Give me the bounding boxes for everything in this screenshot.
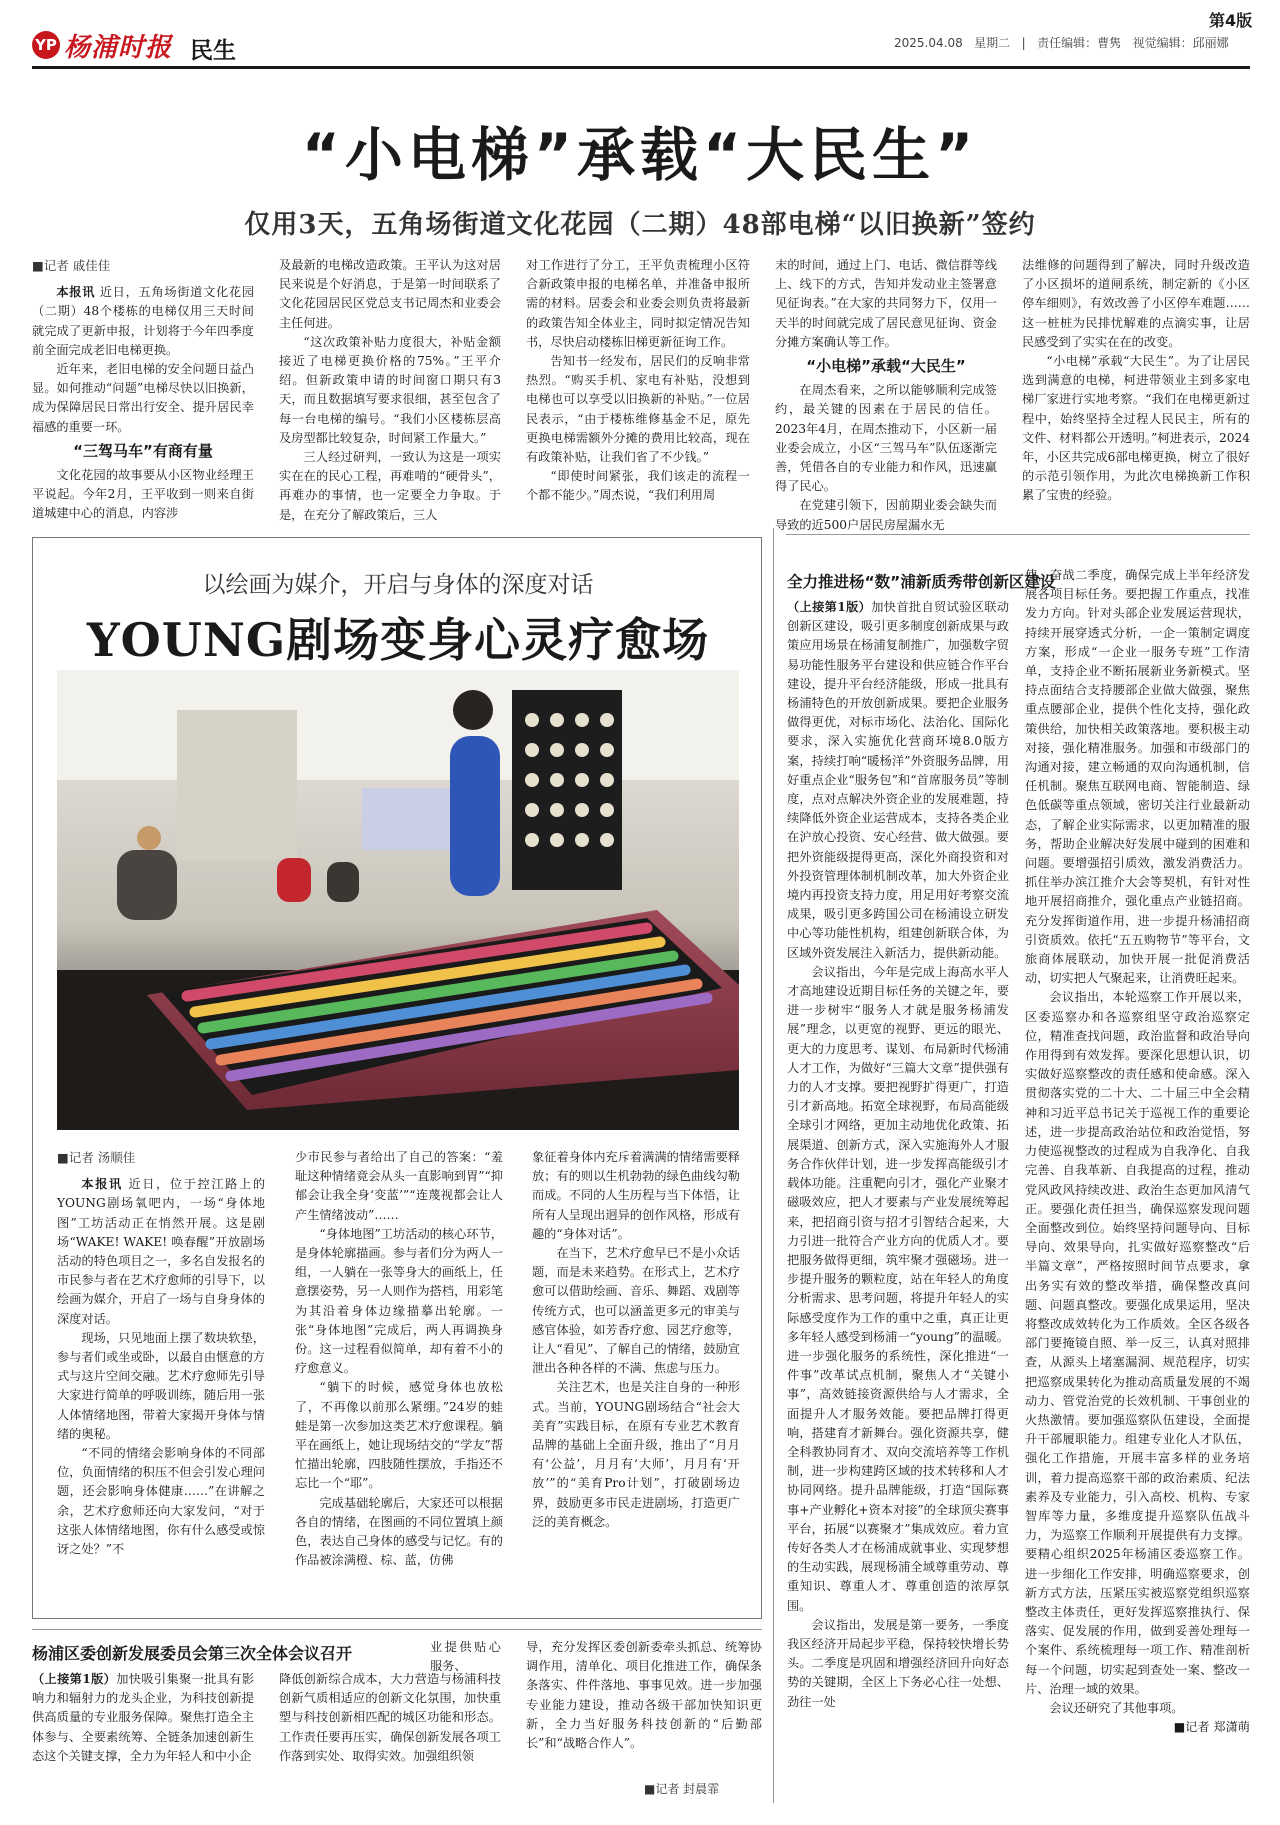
masthead: [0, 0, 1280, 66]
feature-column-3: [532, 1148, 740, 1608]
paragraph: 会议还研究了其他事项。: [1049, 1700, 1184, 1715]
responsible-editor: 责任编辑：曹隽: [1037, 36, 1122, 50]
jump-line: （上接第1版）: [787, 600, 872, 614]
paragraph: 对工作进行了分工，王平负责梳理小区符合新政策申报的电梯名单，并准备申报所需的材料。居委会和业委会则负责将最新的政策告知全体业主，同时拟定情况告知书，尽快启动楼栋旧梯更新征询工作。: [526, 258, 750, 349]
bottom-article-column-2: [279, 1670, 501, 1820]
lead-article-subheading-2: “小电梯”承载“大民生”: [806, 357, 966, 376]
oil-pastel-set-photo-icon: [57, 670, 739, 1130]
dateline: 本报讯: [56, 285, 96, 300]
section-divider: [786, 534, 1250, 535]
lead-article-column-2: [279, 256, 501, 520]
bottom-article-column-1: [32, 1670, 254, 1820]
feature-photo: [57, 670, 739, 1130]
paragraph: （上接第1版）加快首批自贸试验区联动创新区建设，吸引更多制度创新成果与政策应用场景在杨浦复制推广，加强数字贸易功能性服务平台建设和供应链合作平台建设，提升平台经济能级，形成一批具有杨浦特色的开放创新成果。要把企业服务做得更优，对标市场化、法治化、国际化要求，深入实施优化营商环境8.0版方案，持续打响“暖杨洋”外资服务品牌，用好重点企业“服务包”和“首席服务员”等制度，点对点解决外资企业的发展难题，持续降低外资企业运营成本，支持各类企业在沪放心投资、安心经营、做大做强。要把外资能级提得更高，深化外商投资和对外投资管理体制机制改革，加大外资企业境内再投资支持力度，用足用好考察交流成果，吸引更多跨国公司在杨浦设立研发中心等功能性机构，组建创新联合体，为区域外资发展注入新活力，提供新动能。: [787, 600, 1010, 960]
lead-article-byline: ■记者 戚佳佳: [32, 258, 111, 273]
paragraph: “小电梯”承载“大民生”。为了让居民选到满意的电梯，柯进带领业主到多家电梯厂家进行实地考察。“我们在电梯更新过程中，始终坚持全过程人民民主，所有的文件、材料都公开透明。”柯进表示，2024年，小区共完成6部电梯更换，树立了很好的示范引领作用，为此次电梯换新工作积累了宝贵的经验。: [1022, 354, 1250, 503]
paragraph: 业提供贴心服务、: [430, 1640, 501, 1674]
paragraph: 及最新的电梯改造政策。王平认为这对居民来说是个好消息，于是第一时间联系了文化花园居民区党总支书记周杰和业委会主任何进。: [279, 258, 501, 330]
paragraph: “不同的情绪会影响身体的不同部位，负面情绪的积压不但会引发心理问题，还会影响身体健康……”在讲解之余，艺术疗愈师还向大家发问，“对于这张人体情绪地图，你有什么感受或惊讶之处？”不: [57, 1446, 265, 1557]
lead-article-subheading-1: “三驾马车”有商有量: [73, 441, 213, 460]
dateline: 本报讯: [81, 1177, 123, 1192]
main-subheadline: 仅用3天，五角场街道文化花园（二期）48部电梯“以旧换新”签约: [244, 210, 1036, 240]
visual-editor: 视觉编辑：邱丽娜: [1132, 36, 1229, 50]
meta-separator: |: [1021, 36, 1026, 50]
paragraph: 告知书一经发布，居民们的反响非常热烈。“购买手机、家电有补贴，没想到电梯也可以享受以旧换新的补贴。”一位居民表示，“由于楼栋维修基金不足，原先更换电梯需额外分摊的费用比较高，现在有政策补贴，让我们省了不少钱。”: [526, 354, 750, 465]
right-article-column-1: [787, 598, 1009, 1803]
paragraph: 关注艺术，也是关注自身的一种形式。当前，YOUNG剧场结合“社会大美育”实践目标，在原有专业艺术教育品牌的基础上全面升级，推出了“月月有‘公益’，月月有‘大师’，月月有‘开放’”的“美育Pro计划”，打破剧场边界，鼓励更多市民走进剧场，打造更广泛的美育概念。: [532, 1380, 740, 1529]
paragraph: 本报讯 近日，五角场街道文化花园（二期）48个楼栋的电梯仅用三天时间就完成了更新申报，计划将于今年四季度前全面完成老旧电梯更换。: [32, 285, 255, 357]
issue-weekday: 星期二: [974, 36, 1011, 50]
issue-date: 2025.04.08: [894, 36, 963, 50]
feature-column-2: [295, 1148, 503, 1608]
bottom-article-byline: ■记者 封晨霏: [644, 1782, 720, 1796]
paragraph: 本报讯 近日，位于控江路上的YOUNG剧场氧吧内，一场“身体地图”工坊活动正在悄然开展。这是剧场“WAKE! WAKE! 唤春醒”开放剧场活动的特色项目之一，多名自发报名的市民参与者在艺术疗愈师的引导下，以绘画为媒介，开启了一场与自身身体的深度对话。: [57, 1177, 266, 1326]
feature-kicker: 以绘画为媒介，开启与身体的深度对话: [202, 572, 594, 598]
paragraph: 现场，只见地面上摆了数块软垫，参与者们或坐或卧，以最自由惬意的方式与这片空间交融。艺术疗愈师先引导大家进行简单的呼吸训练，随后用一张人体情绪地图，带着大家揭开身体与情绪的奥秘。: [57, 1330, 265, 1441]
paragraph: 在当下，艺术疗愈早已不是小众话题，而是未来趋势。在形式上，艺术疗愈可以借助绘画、音乐、舞蹈、戏剧等传统方式，也可以涵盖更多元的审美与感官体验，如芳香疗愈、园艺疗愈等，让人“看见”、了解自己的情绪，鼓励宣泄出各种各样的不满、焦虑与压力。: [532, 1246, 740, 1376]
paragraph: 会议指出，发展是第一要务，一季度我区经济开局起步平稳，保持较快增长势头。二季度是巩固和增强经济回升向好态势的关键期，全区上下务必心往一处想、劲往一处: [787, 1617, 1009, 1709]
logo-text: 杨浦时报: [64, 32, 173, 63]
right-article-column-2: [1025, 566, 1250, 1803]
paragraph: “躺下的时候，感觉身体也放松了，不再像以前那么紧绷。”24岁的蛙蛙是第一次参加这类艺术疗愈课程。躺平在画纸上，她让现场结交的“学友”帮忙描出轮廓，四肢随性摆放，手指还不忘比一个“耶”。: [295, 1380, 503, 1491]
feature-byline: ■记者 汤顺佳: [57, 1150, 136, 1165]
lead-article-column-5: [1022, 256, 1250, 520]
paragraph: 末的时间，通过上门、电话、微信群等线上、线下的方式，告知并发动业主签署意见征询表。”在大家的共同努力下，仅用一天半的时间就完成了居民意见征询、资金分摊方案确认等工作。: [775, 258, 997, 349]
column-divider: [773, 528, 774, 1803]
paragraph: 降低创新综合成本，大力营造与杨浦科技创新气质相适应的创新文化氛围，加快重塑与科技创新相匹配的城区功能和形态。工作责任要再压实，确保创新发展各项工作落到实处、取得实效。加强组织领: [279, 1672, 501, 1763]
paragraph: 在周杰看来，之所以能够顺利完成签约，最关键的因素在于居民的信任。2023年4月，在周杰推动下，小区新一届业委会成立，小区“三驾马车”队伍逐渐完善，凭借各自的专业能力和作风，迅速赢得了民心。: [775, 383, 997, 494]
section-divider: [32, 1629, 762, 1630]
paragraph: “这次政策补贴力度很大，补贴金额接近了电梯更换价格的75%。”王平介绍。但新政策申请的时间窗口期只有3天，而且数据填写要求很细，甚至包含了每一台电梯的编号。“我们小区楼栋层高及房型都比较复杂，时间紧工作量大。”: [279, 334, 501, 445]
feature-column-1: [57, 1148, 265, 1608]
paragraph: 三人经过研判，一致认为这是一项实实在在的民心工程，再难啃的“硬骨头”，再难办的事情，也一定要全力争取。于是，在充分了解政策后，三人: [279, 450, 501, 522]
paragraph: 会议指出，今年是完成上海高水平人才高地建设近期目标任务的关键之年，要进一步树牢“服务人才就是服务杨浦发展”理念，以更宽的视野、更远的眼光、更大的力度思考、谋划、布局新时代杨浦人才工作，为做好“三篇大文章”提供强有力的人才支撑。要把视野扩得更广，打造引才新高地。拓宽全球视野，布局高能级全球引才网络，更加主动地优化政策、拓展渠道、创新方式，深入实施海外人才服务合作伙伴计划，进一步发挥高能级引才载体功能。注重靶向引才，强化产业聚才磁吸效应，把人才要素与产业发展统筹起来，把招商引资与招才引智结合起来，大力引进一批符合产业方向的优质人才。要把服务做得更细，筑牢聚才强磁场。进一步提升服务的颗粒度，站在年轻人的角度分析需求、思考问题，将提升年轻人的实际感受度作为工作的重中之重，真正让更多年轻人感受到杨浦一“young”的温暖。进一步强化服务的系统性，深化推进“一件事”改革试点机制，聚焦人才“关键小事”，高效链接资源供给与人才需求，全面提升人才服务效能。要把品牌打得更响，搭建育才新舞台。强化资源共享，健全科教协同育才、双向交流培养等工作机制，进一步构建跨区域的技术转移和人才协同网络。提升品牌能级，打造“国际赛事+产业孵化+资本对接”的全球顶尖赛事平台，拓展“以赛聚才”集成效应。着力宣传好各类人才在杨浦成就事业、实现梦想的生动实践，展现杨浦全域尊重劳动、尊重知识、尊重人才、尊重创造的浓厚氛围。: [787, 964, 1009, 1613]
bottom-article-title: 杨浦区委创新发展委员会第三次全体会议召开: [32, 1644, 353, 1663]
feature-article-box: [32, 537, 762, 1619]
paragraph: “即使时间紧张，我们该走的流程一个都不能少。”周杰说，“我们利用周: [526, 469, 750, 503]
masthead-rule: [32, 66, 1250, 69]
paragraph: 完成基础轮廓后，大家还可以根据各自的情绪，在图画的不同位置填上颜色，表达自己身体的感受与记忆。有的作品被涂满橙、棕、蓝，仿佛: [295, 1495, 503, 1568]
paragraph: 法维修的问题得到了解决，同时升级改造了小区损坏的道闸系统，制定新的《小区停车细则》，有效改善了小区停车难题……这一桩桩为民排忧解难的点滴实事，让居民感受到了实实在在的改变。: [1022, 258, 1250, 349]
main-headline: “小电梯”承载“大民生”: [301, 121, 979, 189]
page-number: 第4版: [1209, 11, 1253, 30]
paragraph: 近年来，老旧电梯的安全问题日益凸显。如何推动“问题”电梯尽快以旧换新，成为保障居民日常出行安全、提升居民幸福感的重要一环。: [32, 362, 254, 434]
paragraph: 在党建引领下，因前期业委会缺失而导致的近500户居民房屋漏水无: [775, 498, 997, 532]
lead-article-column-3: [526, 256, 750, 520]
paragraph: 少市民参与者给出了自己的答案：“羞耻这种情绪竟会从头一直影响到胃”“抑郁会让我全身‘变蓝’”“连蔑视都会让人产生情绪波动”……: [295, 1150, 503, 1222]
right-article-byline: ■记者 郑潇萌: [1173, 1720, 1250, 1735]
paragraph: 文化花园的故事要从小区物业经理王平说起。今年2月，王平收到一则来自街道城建中心的消息，内容涉: [32, 468, 254, 521]
paragraph: 象征着身体内充斥着满满的情绪需要释放；有的则以生机勃勃的绿色曲线勾勒而成。不同的人生历程与当下体悟，让所有人呈现出迥异的创作风格，形成有趣的“身体对话”。: [532, 1150, 740, 1241]
paragraph: “身体地图”工坊活动的核心环节，是身体轮廓描画。参与者们分为两人一组，一人躺在一张等身大的画纸上，任意摆姿势，另一人则作为搭档，用彩笔为其沿着身体边缘描摹出轮廓。一张“身体地图”完成后，两人再调换身份。这一过程看似简单，却有着不小的疗愈意义。: [295, 1226, 503, 1376]
logo-emblem-icon: YP: [32, 31, 60, 59]
lead-article-column-4: [775, 256, 997, 532]
paragraph: 导，充分发挥区委创新委牵头抓总、统筹协调作用，清单化、项目化推进工作，确保条条落实、件件落地、事事见效。进一步加强专业能力建设，推动各级干部加快知识更新，全力当好服务科技创新的“后勤部长”和“战略合作人”。: [526, 1640, 762, 1751]
right-article-title: 全力推进杨“数”浦新质秀带创新区建设: [787, 573, 1056, 591]
lead-article-column-1: [32, 256, 254, 520]
jump-line: （上接第1版）: [32, 1672, 117, 1686]
paragraph: 使，奋战二季度，确保完成上半年经济发展各项目标任务。要把握工作重点，找准发力方向。针对头部企业发展运营现状，持续开展穿透式分析，一企一策制定调度方案，形成“一企业一服务专班”工作清单，支持企业不断拓展新业务新模式。坚持点面结合支持腰部企业做大做强，聚焦重点腰部企业，提供个性化支持，强化政策供给，加快相关政策落地。要积极主动对接，强化精准服务。加强和市级部门的沟通对接，建立畅通的双向沟通机制，信任机制。聚焦互联网电商、智能制造、绿色低碳等重点领域，密切关注行业最新动态，了解企业实际需求，以更加精准的服务，帮助企业解决好发展中碰到的困难和问题。要增强招引质效，激发消费活力。抓住举办滨江推介大会等契机，有针对性地开展招商推介，强化重点产业链招商。充分发挥街道作用，进一步提升杨浦招商引资质效。依托“五五购物节”等平台，文旅商体展联动，加快开展一批促消费活动，切实把人气聚起来，让消费旺起来。: [1025, 568, 1250, 986]
newspaper-logo: [32, 28, 177, 62]
bottom-article-column-2-top: [430, 1638, 501, 1672]
issue-meta: [894, 34, 1229, 51]
section-name: 民生: [190, 38, 236, 64]
paragraph: 会议指出，本轮巡察工作开展以来，区委巡察办和各巡察组坚守政治巡察定位，精准查找问题，政治监督和政治导向作用得到有效发挥。要深化思想认识，切实做好巡察整改的责任感和使命感。深入贯彻落实党的二十大、二十届三中全会精神和习近平总书记关于巡视工作的重要论述，进一步提高政治站位和政治觉悟，努力使巡视整改的过程成为自我净化、自我完善、自我革新、自我提高的过程，推动党风政风持续改进、政治生态更加风清气正。要强化责任担当，确保巡察发现问题全面整改到位。始终坚持问题导向、目标导向、效果导向，扎实做好巡察整改“后半篇文章”，严格按照时间节点要求，拿出务实有效的整改举措，确保整改真问题、问题真整改。要强化成果运用，坚决将整改成效转化为工作质效。全区各级各部门要掩镜自照、举一反三，认真对照排查，从源头上堵塞漏洞、规范程序，切实把巡察成果转化为推动高质量发展的不竭动力、管党治党的长效机制、干事创业的火热激情。要加强巡察队伍建设，全面提升干部履职能力。组建专业化人才队伍，强化工作措施，开展丰富多样的业务培训，着力提高巡察干部的政治素质、纪法素养及专业能力，引入高校、机构、专家智库等力量，多维度提升巡察队伍战斗力，为巡察工作顺利开展提供有力支撑。要精心组织2025年杨浦区委巡察工作。进一步细化工作安排，明确巡察要求，创新方式方法，压紧压实被巡察党组织巡察整改主体责任，更好发挥巡察推执行、保落实、促发展的作用，做到妥善处理每一个案件、系统梳理每一项工作、精准剖析每一个问题，切实起到查处一案、整改一片、治理一域的效果。: [1025, 990, 1250, 1696]
paragraph: （上接第1版）加快吸引集聚一批具有影响力和辐射力的龙头企业，为科技创新提供高质量的专业服务保障。聚焦打造全主体参与、全要素统筹、全链条加速创新生态这个关键支撑，全力为年轻人和中小企: [32, 1672, 255, 1763]
feature-title: YOUNG剧场变身心灵疗愈场: [86, 613, 710, 667]
